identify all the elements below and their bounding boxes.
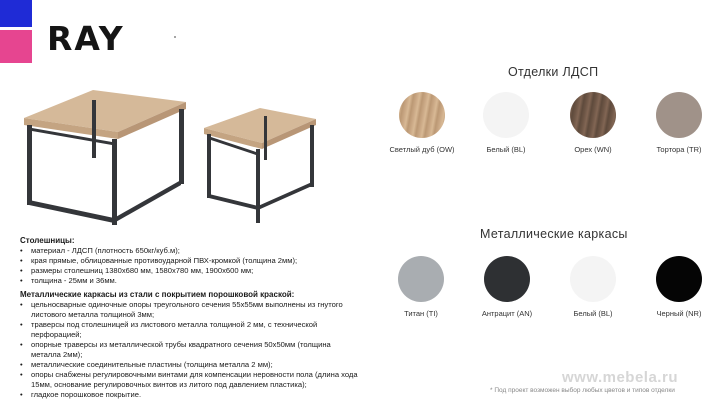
frames-list — [20, 300, 360, 400]
swatch-black[interactable] — [634, 256, 724, 318]
small-table-image — [204, 108, 316, 223]
list-item: • толщина - 25мм и 36мм. — [20, 276, 360, 286]
list-item: • размеры столешниц 1380x680 мм, 1580x780 мм, 1900x600 мм; — [20, 266, 360, 276]
product-title: RAY — [47, 19, 125, 58]
swatch-white-frame[interactable] — [548, 256, 638, 318]
swatch-circle — [398, 256, 444, 302]
swatch-circle — [484, 256, 530, 302]
frames-title: Металлические каркасы — [480, 227, 628, 241]
swatch-titan[interactable] — [376, 256, 466, 318]
list-item: • материал - ЛДСП (плотность 650кг/куб.м); — [20, 246, 360, 256]
list-item: • опоры снабжены регулировочными винтами для компенсации неровности пола (длина хода 15мм, основание регулировочных винтов из литого под давлением пластика); — [20, 370, 360, 390]
finishes-title: Отделки ЛДСП — [508, 65, 599, 79]
large-table-image — [24, 90, 186, 225]
list-item: • металлические соединительные пластины (толщина металла 2 мм); — [20, 360, 360, 370]
watermark: www.mebela.ru — [562, 369, 678, 386]
frames-heading: Металлические каркасы из стали с покрытием порошковой краской: — [20, 290, 295, 299]
tops-list — [20, 246, 360, 286]
list-item: • цельносварные одиночные опоры треугольного сечения 55x55мм выполнены из гнутого листового металла толщиной 3мм; — [20, 300, 360, 320]
swatch-light-oak[interactable] — [377, 92, 467, 154]
swatch-label: Светлый дуб (OW) — [389, 145, 455, 154]
brand-accent-pink — [0, 30, 32, 63]
product-image — [18, 82, 318, 232]
swatch-tortora[interactable] — [634, 92, 724, 154]
brand-accent-blue — [0, 0, 32, 27]
swatch-circle — [483, 92, 529, 138]
swatch-anthracite[interactable] — [462, 256, 552, 318]
swatch-label: Орех (WN) — [574, 145, 612, 154]
swatch-label: Антрацит (AN) — [481, 309, 533, 318]
swatch-label: Белый (BL) — [486, 145, 526, 154]
tops-heading: Столешницы: — [20, 236, 75, 245]
swatch-label: Белый (BL) — [573, 309, 613, 318]
swatch-circle — [399, 92, 445, 138]
swatch-walnut[interactable] — [548, 92, 638, 154]
swatch-circle — [570, 256, 616, 302]
swatch-circle — [570, 92, 616, 138]
list-item: • гладкое порошковое покрытие. — [20, 390, 360, 400]
specifications — [20, 236, 360, 404]
swatch-circle — [656, 92, 702, 138]
list-item: • опорные траверсы из металлической трубы квадратного сечения 50x50мм (толщина металла 2мм); — [20, 340, 360, 360]
swatch-label: Черный (NR) — [656, 309, 702, 318]
swatch-circle — [656, 256, 702, 302]
swatch-label: Тортора (TR) — [656, 145, 702, 154]
decorative-dot — [174, 36, 176, 38]
swatch-label: Титан (TI) — [404, 309, 438, 318]
swatch-white[interactable] — [461, 92, 551, 154]
list-item: • траверсы под столешницей из листового металла толщиной 2 мм, с технической перфорацией; — [20, 320, 360, 340]
footnote: * Под проект возможен выбор любых цветов и типов отделки — [490, 387, 675, 394]
list-item: • края прямые, облицованные противоударной ПВХ-кромкой (толщина 2мм); — [20, 256, 360, 266]
